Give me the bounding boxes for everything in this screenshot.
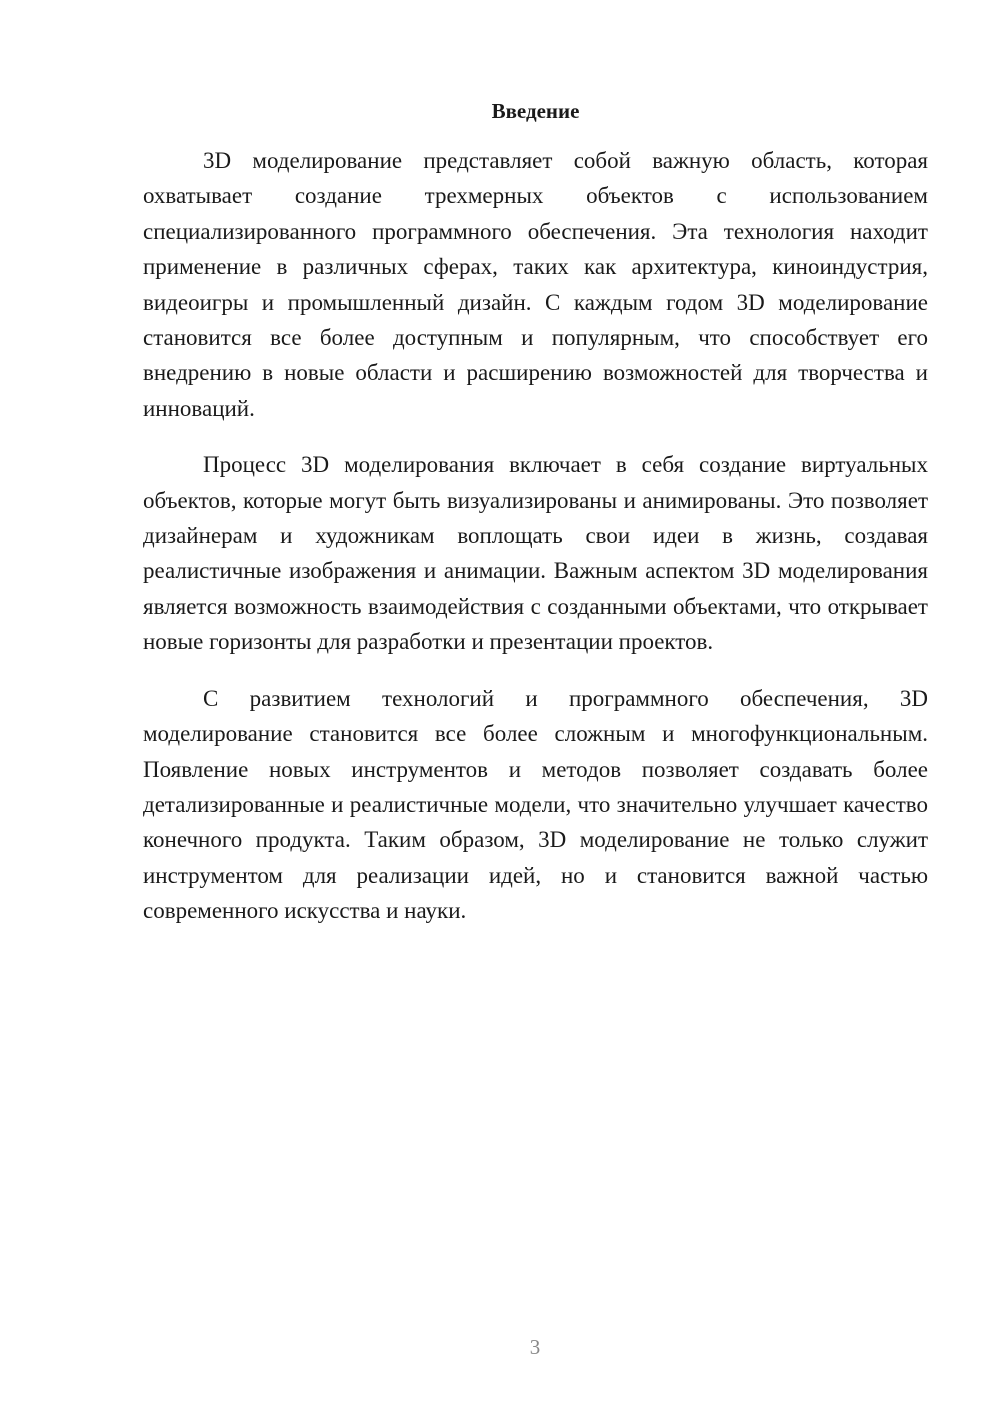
paragraph-3: С развитием технологий и программного обеспечения, 3D моделирование становится все более сложным и многофункциональным. Появление новых инструментов и методов позволяет создавать более детализированные и реалистичные модели, что значительно улучшает качество конечного продукта. Таким образом, 3D моделирование не только служит инструментом для реализации идей, но и становится важной частью современного искусства и науки.: [143, 685, 928, 924]
page-number: 3: [529, 1335, 541, 1359]
paragraph-1: 3D моделирование представляет собой важную область, которая охватывает создание трехмерных объектов с использованием специализированного программного обеспечения. Эта технология находит применение в различных сферах, таких как архитектура, киноиндустрия, видеоигры и промышленный дизайн. С каждым годом 3D моделирование становится все более доступным и популярным, что способствует его внедрению в новые области и расширению возможностей для творчества и инноваций.: [143, 148, 928, 421]
paragraph-2: Процесс 3D моделирования включает в себя создание виртуальных объектов, которые могут быть визуализированы и анимированы. Это позволяет дизайнерам и художникам воплощать свои идеи в жизнь, создавая реалистичные изображения и анимации. Важным аспектом 3D моделирования является возможность взаимодействия с созданными объектами, что открывает новые горизонты для разработки и презентации проектов.: [143, 452, 928, 655]
section-heading: Введение: [491, 99, 580, 123]
body-text: [143, 143, 928, 950]
